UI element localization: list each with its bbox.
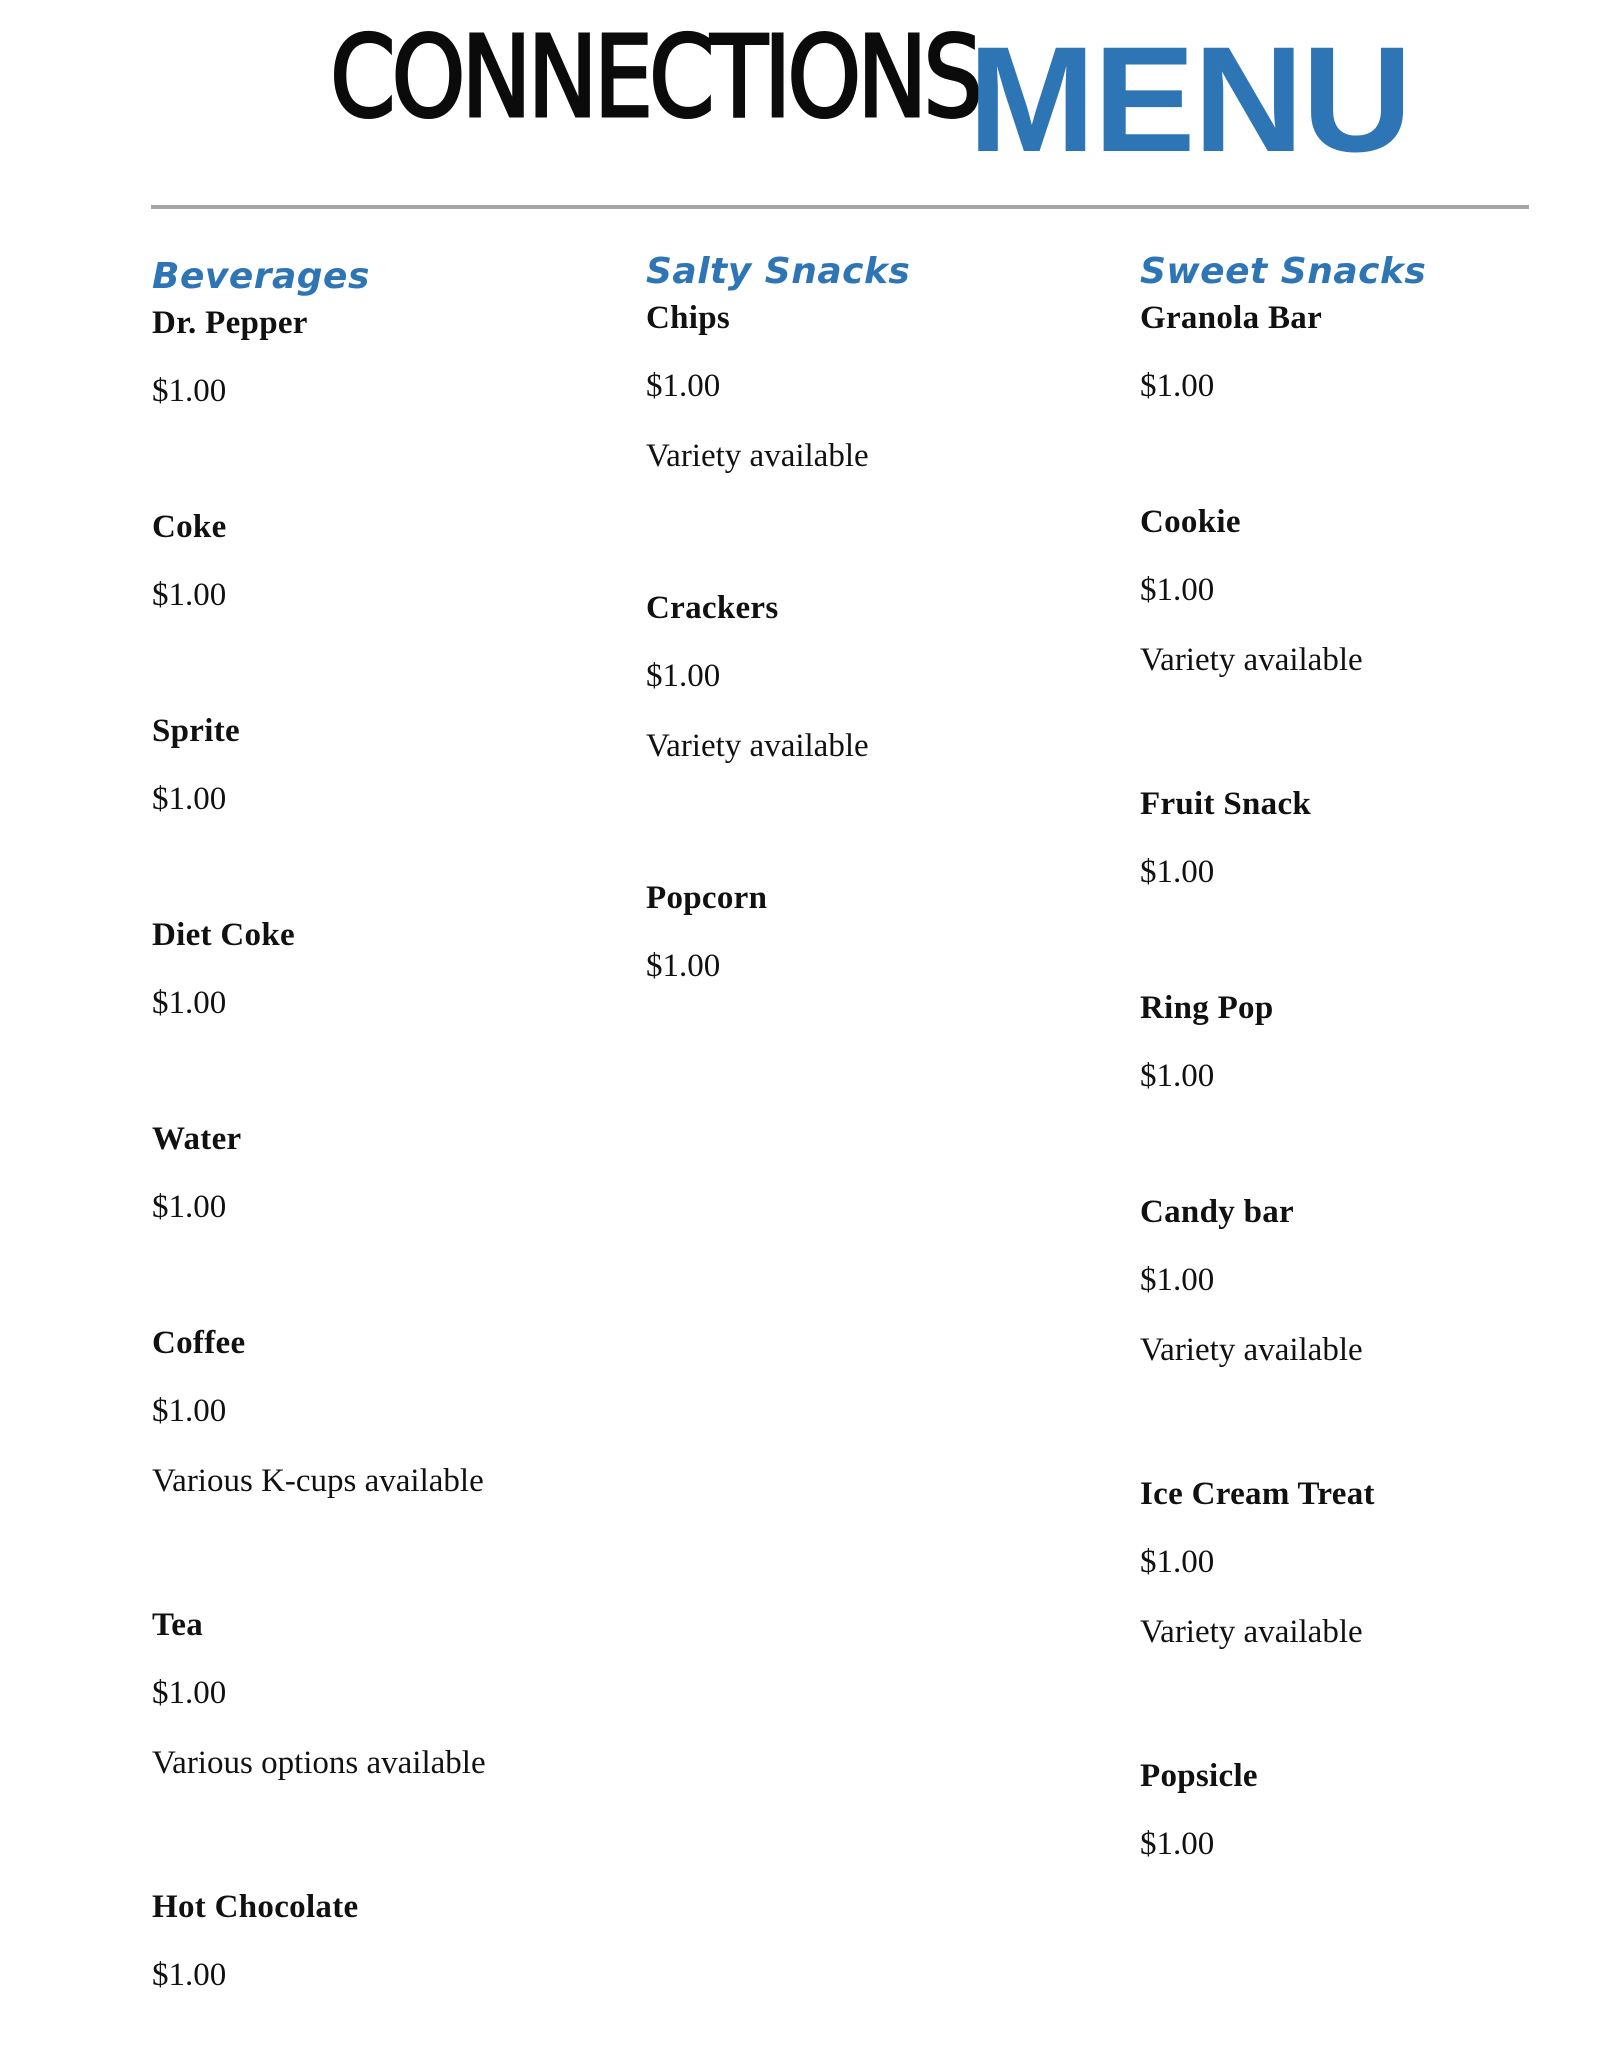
item-name: Fruit Snack <box>1140 786 1312 822</box>
item-list <box>152 301 632 1997</box>
category-title: Salty Snacks <box>646 251 911 292</box>
item-name: Hot Chocolate <box>152 1889 359 1925</box>
item-price: $1.00 <box>152 373 227 409</box>
menu-item <box>152 301 632 413</box>
menu-title: MENU <box>968 15 1411 183</box>
item-note: Various K-cups available <box>152 1463 484 1499</box>
item-price: $1.00 <box>646 368 721 404</box>
item-price: $1.00 <box>152 1393 227 1429</box>
menu-item <box>646 876 1126 988</box>
item-price: $1.00 <box>1140 854 1215 890</box>
item-price: $1.00 <box>1140 1826 1215 1862</box>
category-sweet-snacks <box>1140 248 1617 1866</box>
menu-item <box>1140 296 1617 408</box>
item-name: Dr. Pepper <box>152 305 308 341</box>
menu-header <box>0 13 1617 183</box>
item-name: Popsicle <box>1140 1758 1258 1794</box>
item-note: Variety available <box>1140 1614 1363 1650</box>
item-price: $1.00 <box>1140 1058 1215 1094</box>
category-salty-snacks <box>646 248 1126 988</box>
category-title: Beverages <box>152 256 370 297</box>
menu-item <box>1140 1472 1617 1654</box>
item-price: $1.00 <box>152 1189 227 1225</box>
menu-item <box>1140 1190 1617 1372</box>
menu-item <box>152 505 632 617</box>
item-price: $1.00 <box>152 985 227 1021</box>
menu-item <box>646 586 1126 768</box>
item-price: $1.00 <box>152 1675 227 1711</box>
item-name: Diet Coke <box>152 917 295 953</box>
item-name: Tea <box>152 1607 204 1643</box>
item-note: Various options available <box>152 1745 486 1781</box>
item-note: Variety available <box>1140 642 1363 678</box>
menu-item <box>1140 986 1617 1098</box>
menu-item <box>152 1321 632 1503</box>
menu-item <box>152 1117 632 1229</box>
item-name: Water <box>152 1121 242 1157</box>
item-price: $1.00 <box>1140 572 1215 608</box>
item-name: Granola Bar <box>1140 300 1323 336</box>
menu-item <box>1140 500 1617 682</box>
category-beverages <box>152 248 632 1997</box>
menu-item <box>152 709 632 821</box>
item-note: Variety available <box>1140 1332 1363 1368</box>
menu-item <box>152 913 632 1025</box>
item-price: $1.00 <box>646 658 721 694</box>
item-name: Cookie <box>1140 504 1241 540</box>
item-name: Chips <box>646 300 731 336</box>
item-name: Ring Pop <box>1140 990 1274 1026</box>
item-name: Crackers <box>646 590 779 626</box>
item-note: Variety available <box>646 438 869 474</box>
item-name: Popcorn <box>646 880 768 916</box>
item-name: Sprite <box>152 713 240 749</box>
menu-item <box>1140 782 1617 894</box>
item-price: $1.00 <box>1140 368 1215 404</box>
category-title: Sweet Snacks <box>1140 251 1427 292</box>
menu-item <box>152 1885 632 1997</box>
item-price: $1.00 <box>646 948 721 984</box>
menu-item <box>1140 1754 1617 1866</box>
connections-logo: CONNECTIONS <box>330 13 979 143</box>
item-price: $1.00 <box>152 577 227 613</box>
item-name: Coke <box>152 509 227 545</box>
item-name: Candy bar <box>1140 1194 1294 1230</box>
item-name: Ice Cream Treat <box>1140 1476 1375 1512</box>
item-note: Variety available <box>646 728 869 764</box>
header-divider <box>151 205 1529 209</box>
item-price: $1.00 <box>1140 1544 1215 1580</box>
menu-item <box>646 296 1126 478</box>
menu-item <box>152 1603 632 1785</box>
item-price: $1.00 <box>152 1957 227 1993</box>
item-name: Coffee <box>152 1325 246 1361</box>
item-list <box>1140 296 1617 1866</box>
item-price: $1.00 <box>152 781 227 817</box>
item-list <box>646 296 1126 988</box>
item-price: $1.00 <box>1140 1262 1215 1298</box>
